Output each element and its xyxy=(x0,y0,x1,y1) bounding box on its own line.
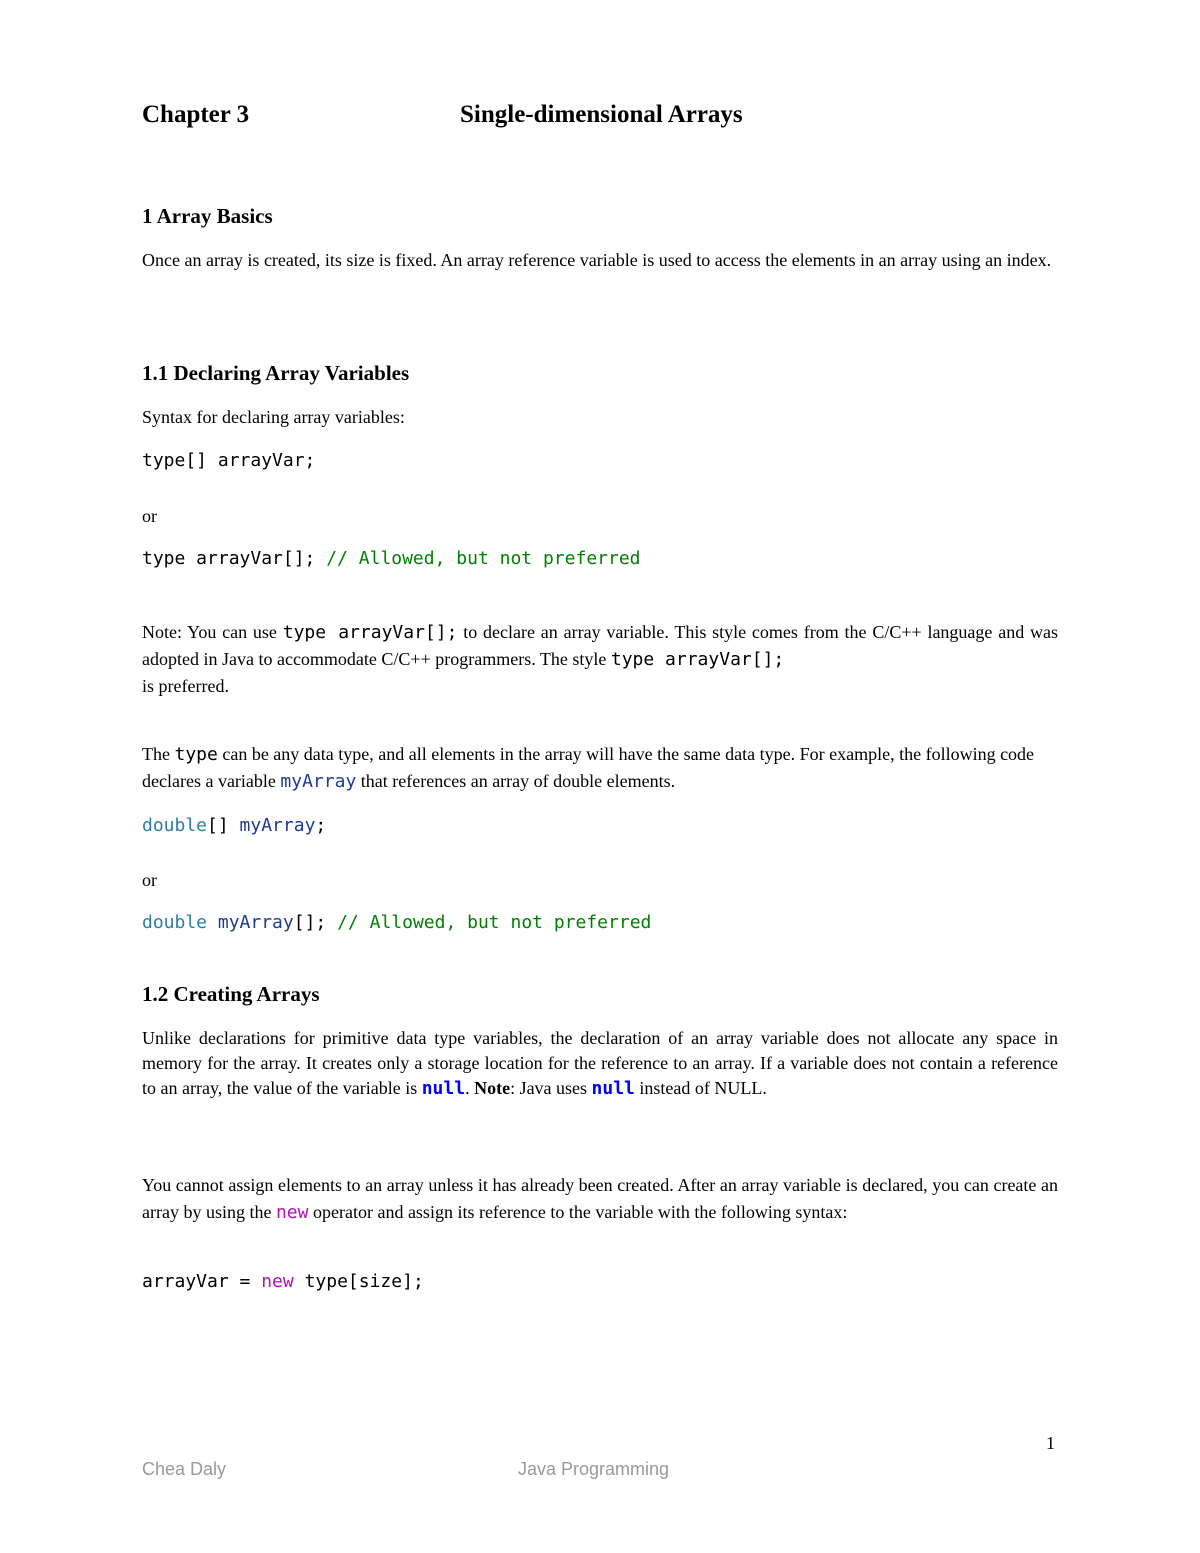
code-semicolon: ; xyxy=(315,815,327,836)
p2-text-a: You cannot assign elements to an array unless it has already been created. After an array variable is declared, you can create an array by using the xyxy=(142,1175,1058,1222)
code-double-allowed xyxy=(142,912,651,933)
null-keyword-1: null xyxy=(421,1078,466,1099)
code-text: []; xyxy=(293,912,338,933)
creating-paragraph-2 xyxy=(142,1172,1058,1226)
creating-paragraph-1 xyxy=(142,1026,1058,1101)
or-text-2: or xyxy=(142,870,157,890)
code-keyword: double xyxy=(142,815,208,836)
code-text: arrayVar = xyxy=(142,1271,262,1292)
or-text-1: or xyxy=(142,506,157,526)
type-paragraph xyxy=(142,741,1058,795)
code-text: type arrayVar[]; xyxy=(142,548,327,569)
note-label: Note xyxy=(474,1078,511,1098)
type-code: type xyxy=(174,744,218,765)
code-variable: myArray xyxy=(239,815,316,836)
p1-text-c: : Java uses xyxy=(510,1078,592,1098)
code-text: type[size]; xyxy=(293,1271,424,1292)
note-middle: to declare an array variable. This style comes from the C/C++ language and was adopted in Java to accommodate C/C++ programmers. The style xyxy=(142,622,1059,669)
new-keyword: new xyxy=(275,1202,309,1223)
type-text-2: can be any data type, and all elements in the array will have the same data type. For example, the following code declares a variable xyxy=(142,744,1035,791)
p2-text-b: operator and assign its reference to the variable with the following syntax: xyxy=(308,1202,848,1222)
page-number: 1 xyxy=(1046,1433,1055,1453)
section-heading-declaring: 1.1 Declaring Array Variables xyxy=(142,361,410,385)
paragraph-array-basics: Once an array is created, its size is fixed. An array reference variable is used to access the elements in an array using an index. xyxy=(142,250,1052,270)
type-var: myArray xyxy=(280,771,357,792)
code-double-preferred xyxy=(142,815,326,836)
note-code-1: type arrayVar[]; xyxy=(282,622,458,643)
code-comment: // Allowed, but not preferred xyxy=(326,548,641,569)
chapter-title: Single-dimensional Arrays xyxy=(460,101,743,128)
code-declare-allowed xyxy=(142,548,641,569)
code-create-array xyxy=(142,1271,424,1292)
section-heading-array-basics: 1 Array Basics xyxy=(142,204,273,228)
footer-course: Java Programming xyxy=(518,1459,670,1479)
note-prefix: Note: You can use xyxy=(142,622,283,642)
note-suffix: is preferred. xyxy=(142,676,229,696)
code-variable: myArray xyxy=(217,912,294,933)
code-keyword: double xyxy=(142,912,208,933)
code-declare-preferred: type[] arrayVar; xyxy=(142,450,316,471)
syntax-intro: Syntax for declaring array variables: xyxy=(142,407,405,427)
section-heading-creating: 1.2 Creating Arrays xyxy=(142,982,320,1006)
code-new-keyword: new xyxy=(261,1271,294,1292)
code-comment: // Allowed, but not preferred xyxy=(337,912,652,933)
code-space xyxy=(207,912,218,933)
p1-text-d: instead of NULL. xyxy=(634,1078,767,1098)
footer-author: Chea Daly xyxy=(142,1459,227,1479)
type-text-1: The xyxy=(142,744,175,764)
note-paragraph xyxy=(142,619,1058,700)
p1-text-b: . xyxy=(465,1078,475,1098)
chapter-label: Chapter 3 xyxy=(142,101,250,128)
p1-text-a: Unlike declarations for primitive data type variables, the declaration of an array variable does not allocate any space in memory for the array. It creates only a storage location for the reference to an array. If a variable does not contain a reference to an array, the value of the variable is xyxy=(142,1028,1058,1098)
code-brackets: [] xyxy=(207,815,240,836)
type-text-3: that references an array of double elements. xyxy=(356,771,676,791)
note-code-2: type arrayVar[]; xyxy=(610,649,785,670)
null-keyword-2: null xyxy=(591,1078,635,1099)
